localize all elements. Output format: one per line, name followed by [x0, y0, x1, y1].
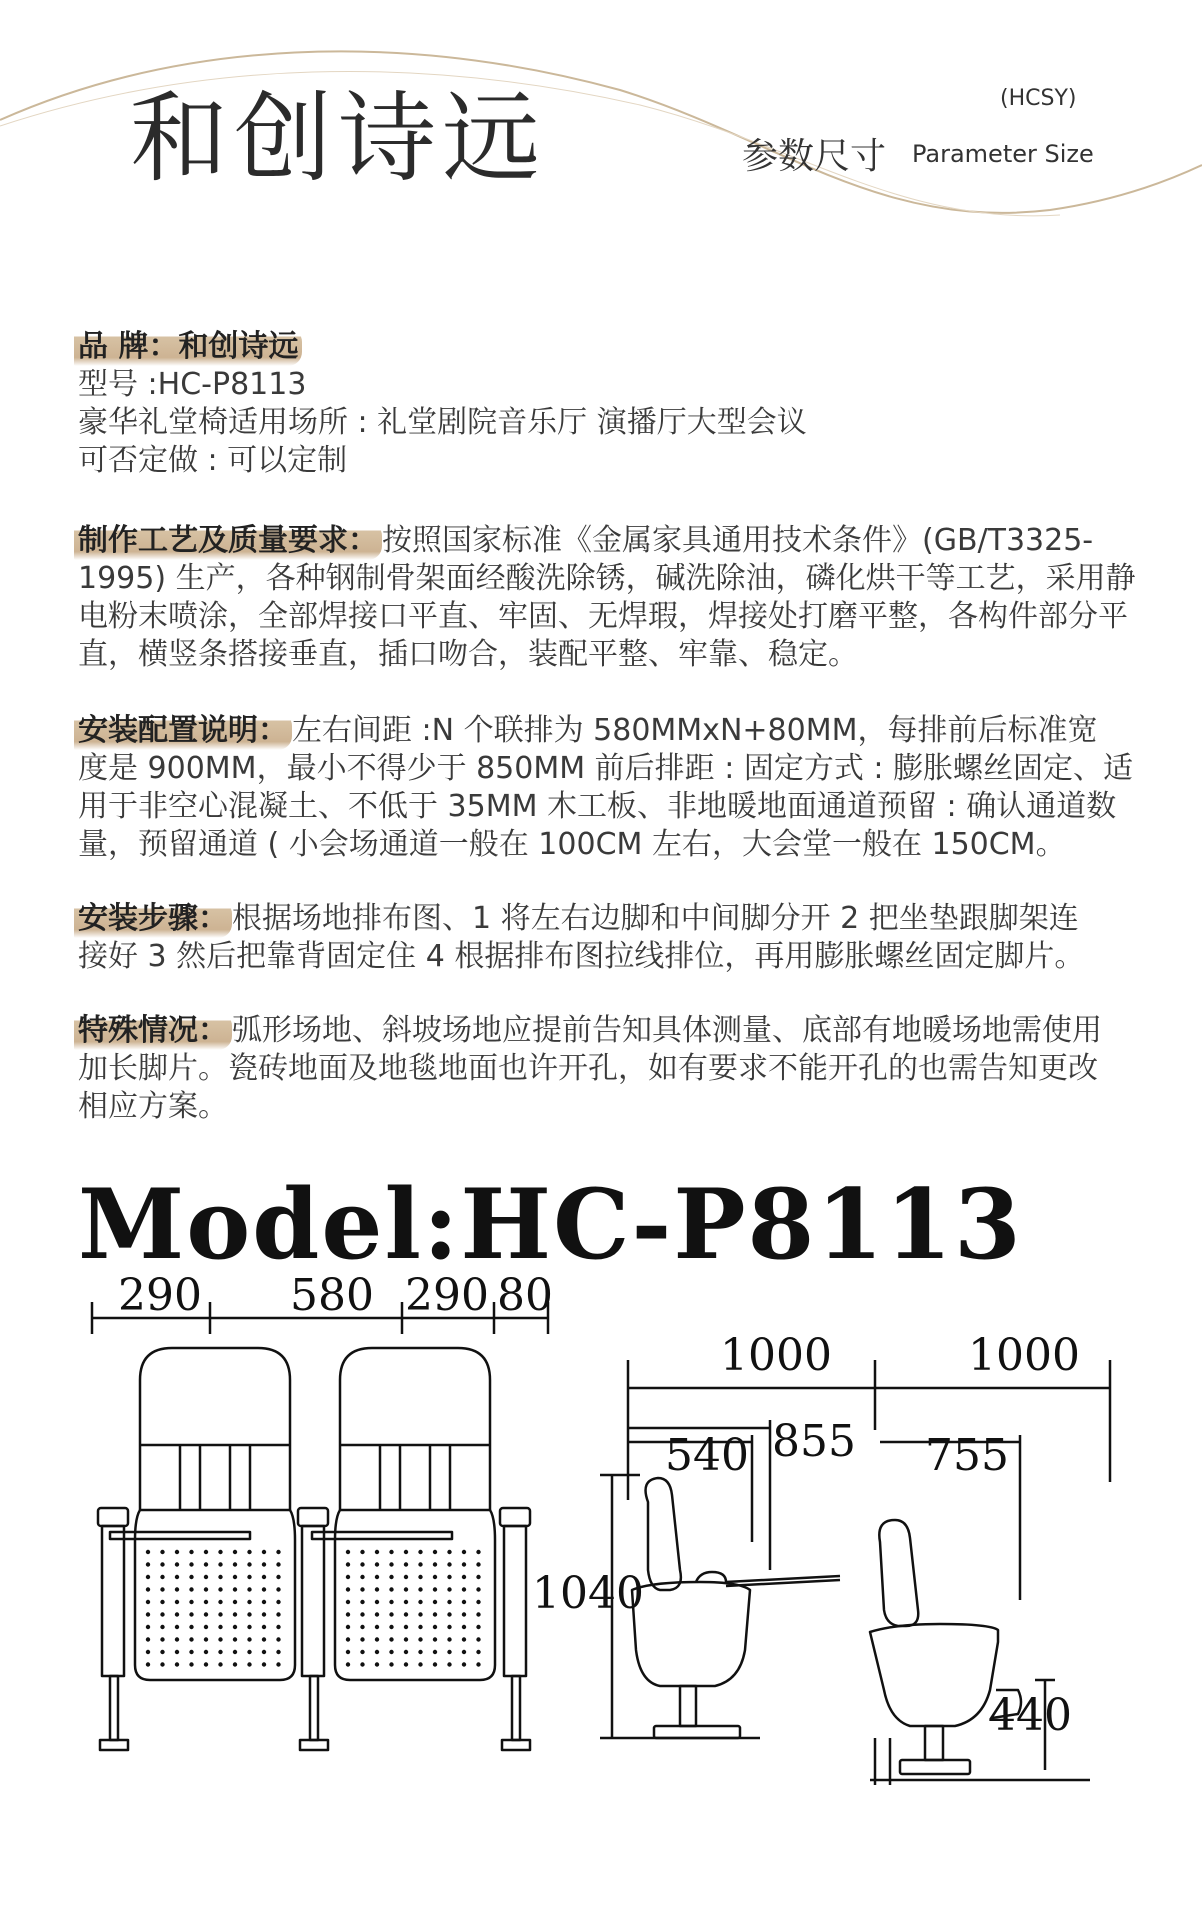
perforation-dot: [276, 1600, 280, 1604]
perforation-dot: [146, 1562, 150, 1566]
perforation-dot: [418, 1562, 422, 1566]
perforation-dot: [276, 1662, 280, 1666]
perforation-dot: [404, 1662, 408, 1666]
perforation-dot: [360, 1587, 364, 1591]
perforation-dot: [476, 1575, 480, 1579]
special-section: [78, 1012, 1128, 1126]
perforation-dot: [146, 1637, 150, 1641]
perforation-dot: [233, 1562, 237, 1566]
perforation-dot: [346, 1662, 350, 1666]
perforation-dot: [262, 1612, 266, 1616]
perforation-dot: [276, 1625, 280, 1629]
perforation-dot: [218, 1625, 222, 1629]
perforation-dot: [433, 1650, 437, 1654]
perforation-dot: [462, 1562, 466, 1566]
perforation-dot: [418, 1587, 422, 1591]
perforation-dot: [462, 1637, 466, 1641]
install-steps-label: 安装步骤：: [74, 900, 232, 938]
perforation-dot: [218, 1600, 222, 1604]
perforation-dot: [375, 1650, 379, 1654]
perforation-dot: [433, 1600, 437, 1604]
perforation-dot: [462, 1625, 466, 1629]
perforation-dot: [404, 1575, 408, 1579]
perforation-dot: [262, 1662, 266, 1666]
perforation-dot: [418, 1600, 422, 1604]
craft-line-0: 按照国家标准《金属家具通用技术条件》(GB/T3325-: [382, 523, 1094, 558]
dim-side-depth-0: 540: [665, 1430, 749, 1481]
perforation-dot: [189, 1562, 193, 1566]
perforation-dot: [360, 1637, 364, 1641]
info-block: [78, 328, 1128, 480]
perforation-dot: [389, 1575, 393, 1579]
side-view-chairs: [632, 1478, 1021, 1774]
perforation-dot: [447, 1650, 451, 1654]
perforation-dot: [233, 1587, 237, 1591]
perforation-dot: [462, 1612, 466, 1616]
perforation-dot: [418, 1662, 422, 1666]
perforation-dot: [462, 1575, 466, 1579]
seat-perforation-dots: [146, 1550, 481, 1667]
perforation-dot: [218, 1562, 222, 1566]
perforation-dot: [160, 1562, 164, 1566]
perforation-dot: [476, 1662, 480, 1666]
custom-line: 可否定做 : 可以定制: [78, 443, 348, 478]
perforation-dot: [204, 1587, 208, 1591]
perforation-dot: [418, 1550, 422, 1554]
perforation-dot: [404, 1625, 408, 1629]
perforation-dot: [447, 1662, 451, 1666]
perforation-dot: [247, 1600, 251, 1604]
brand-value: 和创诗远: [178, 329, 299, 364]
perforation-dot: [175, 1562, 179, 1566]
brand-line: [78, 328, 1128, 366]
perforation-dot: [262, 1575, 266, 1579]
perforation-dot: [262, 1550, 266, 1554]
perforation-dot: [389, 1637, 393, 1641]
perforation-dot: [433, 1562, 437, 1566]
perforation-dot: [233, 1575, 237, 1579]
perforation-dot: [389, 1562, 393, 1566]
perforation-dot: [404, 1600, 408, 1604]
perforation-dot: [462, 1600, 466, 1604]
perforation-dot: [360, 1550, 364, 1554]
perforation-dot: [462, 1662, 466, 1666]
perforation-dot: [418, 1637, 422, 1641]
perforation-dot: [218, 1650, 222, 1654]
special-line-1: 加长脚片。瓷砖地面及地毯地面也许开孔，如有要求不能开孔的也需告知更改: [78, 1051, 1098, 1086]
usage-line: 豪华礼堂椅适用场所 : 礼堂剧院音乐厅 演播厅大型会议: [78, 405, 807, 440]
perforation-dot: [233, 1625, 237, 1629]
perforation-dot: [247, 1562, 251, 1566]
install-config-line-0: 左右间距 :N 个联排为 580MMxN+80MM，每排前后标准宽: [292, 713, 1098, 748]
perforation-dot: [418, 1625, 422, 1629]
install-config-line-1: 度是 900MM，最小不得少于 850MM 前后排距 : 固定方式 : 膨胀螺丝固定、适: [78, 751, 1134, 786]
perforation-dot: [360, 1562, 364, 1566]
brand-label-highlight: [74, 328, 302, 366]
perforation-dot: [375, 1637, 379, 1641]
perforation-dot: [175, 1650, 179, 1654]
perforation-dot: [160, 1612, 164, 1616]
model-line: 型号 :HC-P8113: [78, 367, 307, 402]
install-steps-line-1: 接好 3 然后把靠背固定住 4 根据排布图拉线排位，再用膨胀螺丝固定脚片。: [78, 939, 1085, 974]
perforation-dot: [389, 1612, 393, 1616]
perforation-dot: [160, 1587, 164, 1591]
perforation-dot: [189, 1650, 193, 1654]
special-label: 特殊情况：: [74, 1012, 232, 1050]
perforation-dot: [175, 1637, 179, 1641]
perforation-dot: [146, 1650, 150, 1654]
perforation-dot: [262, 1562, 266, 1566]
perforation-dot: [476, 1612, 480, 1616]
perforation-dot: [476, 1587, 480, 1591]
perforation-dot: [218, 1637, 222, 1641]
perforation-dot: [160, 1600, 164, 1604]
perforation-dot: [146, 1575, 150, 1579]
perforation-dot: [146, 1600, 150, 1604]
perforation-dot: [175, 1550, 179, 1554]
perforation-dot: [262, 1587, 266, 1591]
perforation-dot: [189, 1575, 193, 1579]
perforation-dot: [218, 1612, 222, 1616]
perforation-dot: [447, 1562, 451, 1566]
perforation-dot: [447, 1637, 451, 1641]
perforation-dot: [146, 1612, 150, 1616]
perforation-dot: [346, 1587, 350, 1591]
dim-front-0: 290: [118, 1270, 202, 1321]
perforation-dot: [375, 1562, 379, 1566]
perforation-dot: [360, 1650, 364, 1654]
install-config-line-2: 用于非空心混凝土、不低于 35MM 木工板、非地暖地面通道预留 : 确认通道数: [78, 789, 1117, 824]
perforation-dot: [262, 1650, 266, 1654]
perforation-dot: [476, 1625, 480, 1629]
perforation-dot: [476, 1550, 480, 1554]
perforation-dot: [233, 1650, 237, 1654]
perforation-dot: [476, 1600, 480, 1604]
perforation-dot: [204, 1625, 208, 1629]
perforation-dot: [262, 1637, 266, 1641]
perforation-dot: [189, 1625, 193, 1629]
dim-side-row-1: 1000: [968, 1330, 1080, 1381]
perforation-dot: [404, 1550, 408, 1554]
dim-side-depth-1: 855: [772, 1416, 856, 1467]
perforation-dot: [204, 1575, 208, 1579]
perforation-dot: [233, 1637, 237, 1641]
perforation-dot: [404, 1637, 408, 1641]
install-config-section: [78, 712, 1134, 864]
perforation-dot: [433, 1625, 437, 1629]
perforation-dot: [204, 1562, 208, 1566]
perforation-dot: [404, 1612, 408, 1616]
perforation-dot: [204, 1650, 208, 1654]
perforation-dot: [375, 1662, 379, 1666]
perforation-dot: [375, 1600, 379, 1604]
dim-side-depth-2: 755: [925, 1430, 1009, 1481]
perforation-dot: [146, 1587, 150, 1591]
perforation-dot: [276, 1575, 280, 1579]
perforation-dot: [189, 1600, 193, 1604]
perforation-dot: [389, 1587, 393, 1591]
parameter-title-en: Parameter Size: [912, 140, 1094, 168]
perforation-dot: [360, 1662, 364, 1666]
perforation-dot: [276, 1612, 280, 1616]
perforation-dot: [375, 1625, 379, 1629]
perforation-dot: [189, 1612, 193, 1616]
perforation-dot: [433, 1587, 437, 1591]
perforation-dot: [433, 1637, 437, 1641]
install-steps-section: [78, 900, 1128, 976]
perforation-dot: [175, 1662, 179, 1666]
perforation-dot: [218, 1587, 222, 1591]
perforation-dot: [404, 1650, 408, 1654]
perforation-dot: [447, 1625, 451, 1629]
install-steps-line-0: 根据场地排布图、1 将左右边脚和中间脚分开 2 把坐垫跟脚架连: [232, 901, 1079, 936]
perforation-dot: [262, 1600, 266, 1604]
parameter-title-cn: 参数尺寸: [742, 136, 887, 177]
perforation-dot: [262, 1625, 266, 1629]
perforation-dot: [418, 1612, 422, 1616]
perforation-dot: [447, 1612, 451, 1616]
perforation-dot: [189, 1637, 193, 1641]
dim-height: 1040: [532, 1568, 644, 1619]
dim-seat-height: 440: [988, 1690, 1072, 1741]
perforation-dot: [175, 1575, 179, 1579]
brand-code: (HCSY): [1000, 86, 1077, 111]
perforation-dot: [247, 1587, 251, 1591]
dim-front-2: 290: [405, 1270, 489, 1321]
perforation-dot: [218, 1662, 222, 1666]
perforation-dot: [218, 1550, 222, 1554]
perforation-dot: [160, 1650, 164, 1654]
technical-drawing: [0, 1270, 1202, 1810]
brand-label: 品 牌：: [78, 329, 179, 364]
perforation-dot: [247, 1662, 251, 1666]
perforation-dot: [389, 1662, 393, 1666]
perforation-dot: [346, 1637, 350, 1641]
craft-label: 制作工艺及质量要求：: [74, 522, 382, 560]
perforation-dot: [346, 1650, 350, 1654]
perforation-dot: [160, 1637, 164, 1641]
perforation-dot: [247, 1550, 251, 1554]
perforation-dot: [160, 1575, 164, 1579]
perforation-dot: [404, 1587, 408, 1591]
perforation-dot: [189, 1550, 193, 1554]
perforation-dot: [189, 1587, 193, 1591]
install-config-line-3: 量，预留通道 ( 小会场通道一般在 100CM 左右，大会堂一般在 150CM。: [78, 827, 1066, 862]
perforation-dot: [375, 1612, 379, 1616]
perforation-dot: [447, 1550, 451, 1554]
perforation-dot: [175, 1587, 179, 1591]
perforation-dot: [146, 1662, 150, 1666]
perforation-dot: [375, 1575, 379, 1579]
perforation-dot: [175, 1612, 179, 1616]
perforation-dot: [233, 1662, 237, 1666]
perforation-dot: [418, 1650, 422, 1654]
model-title: Model:HC-P8113: [78, 1168, 1023, 1281]
perforation-dot: [247, 1575, 251, 1579]
perforation-dot: [375, 1587, 379, 1591]
perforation-dot: [462, 1650, 466, 1654]
perforation-dot: [360, 1600, 364, 1604]
perforation-dot: [247, 1612, 251, 1616]
perforation-dot: [433, 1550, 437, 1554]
perforation-dot: [360, 1625, 364, 1629]
perforation-dot: [175, 1600, 179, 1604]
perforation-dot: [346, 1600, 350, 1604]
perforation-dot: [346, 1612, 350, 1616]
perforation-dot: [476, 1562, 480, 1566]
perforation-dot: [276, 1562, 280, 1566]
perforation-dot: [276, 1637, 280, 1641]
perforation-dot: [433, 1662, 437, 1666]
perforation-dot: [476, 1650, 480, 1654]
perforation-dot: [404, 1562, 408, 1566]
install-config-label: 安装配置说明：: [74, 712, 292, 750]
perforation-dot: [276, 1550, 280, 1554]
perforation-dot: [433, 1575, 437, 1579]
perforation-dot: [389, 1600, 393, 1604]
perforation-dot: [233, 1600, 237, 1604]
perforation-dot: [189, 1662, 193, 1666]
perforation-dot: [462, 1550, 466, 1554]
perforation-dot: [233, 1550, 237, 1554]
perforation-dot: [346, 1575, 350, 1579]
perforation-dot: [247, 1625, 251, 1629]
perforation-dot: [247, 1650, 251, 1654]
perforation-dot: [276, 1587, 280, 1591]
dim-front-3: 80: [497, 1270, 553, 1321]
perforation-dot: [346, 1550, 350, 1554]
perforation-dot: [447, 1587, 451, 1591]
special-line-0: 弧形场地、斜坡场地应提前告知具体测量、底部有地暖场地需使用: [232, 1013, 1102, 1048]
craft-line-2: 电粉末喷涂，全部焊接口平直、牢固、无焊瑕，焊接处打磨平整，各构件部分平: [78, 599, 1128, 634]
front-view-chairs: [98, 1348, 530, 1750]
perforation-dot: [360, 1575, 364, 1579]
perforation-dot: [160, 1550, 164, 1554]
perforation-dot: [146, 1625, 150, 1629]
perforation-dot: [389, 1625, 393, 1629]
perforation-dot: [204, 1637, 208, 1641]
perforation-dot: [204, 1662, 208, 1666]
brand-title: 和创诗远: [130, 82, 547, 196]
perforation-dot: [160, 1662, 164, 1666]
perforation-dot: [418, 1575, 422, 1579]
perforation-dot: [247, 1637, 251, 1641]
perforation-dot: [462, 1587, 466, 1591]
perforation-dot: [175, 1625, 179, 1629]
craft-section: [78, 522, 1136, 674]
perforation-dot: [276, 1650, 280, 1654]
perforation-dot: [389, 1650, 393, 1654]
perforation-dot: [146, 1550, 150, 1554]
perforation-dot: [233, 1612, 237, 1616]
craft-line-1: 1995) 生产，各种钢制骨架面经酸洗除锈，碱洗除油，磷化烘干等工艺，采用静: [78, 561, 1136, 596]
special-line-2: 相应方案。: [78, 1089, 228, 1124]
perforation-dot: [346, 1562, 350, 1566]
perforation-dot: [218, 1575, 222, 1579]
perforation-dot: [160, 1625, 164, 1629]
perforation-dot: [433, 1612, 437, 1616]
perforation-dot: [204, 1612, 208, 1616]
perforation-dot: [447, 1600, 451, 1604]
craft-line-3: 直，横竖条搭接垂直，插口吻合，装配平整、牢靠、稳定。: [78, 637, 858, 672]
perforation-dot: [447, 1575, 451, 1579]
dim-side-row-0: 1000: [720, 1330, 832, 1381]
perforation-dot: [476, 1637, 480, 1641]
perforation-dot: [360, 1612, 364, 1616]
perforation-dot: [204, 1550, 208, 1554]
perforation-dot: [204, 1600, 208, 1604]
perforation-dot: [346, 1625, 350, 1629]
perforation-dot: [389, 1550, 393, 1554]
perforation-dot: [375, 1550, 379, 1554]
dim-front-1: 580: [290, 1270, 374, 1321]
